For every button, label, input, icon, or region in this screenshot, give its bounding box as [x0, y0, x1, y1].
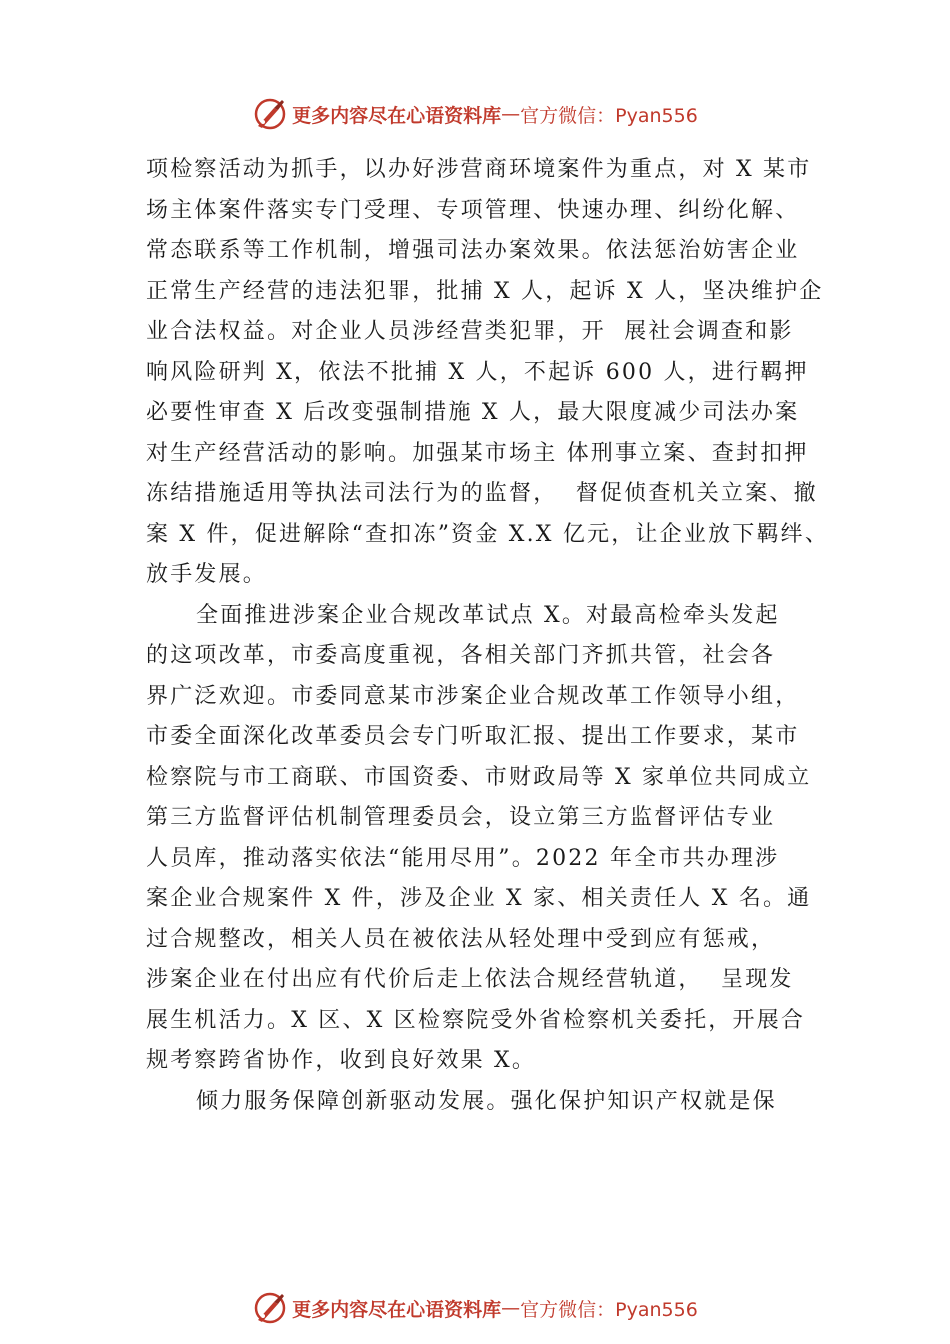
- paragraph-start-line: 全面推进涉案企业合规改革试点 X。对最高检牵头发起: [196, 602, 780, 628]
- body-line: 对生产经营活动的影响。加强某市场主 体刑事立案、查封扣押: [146, 440, 809, 466]
- body-line: 的这项改革，市委高度重视，各相关部门齐抓共管，社会各: [146, 643, 776, 668]
- brush-logo-icon: [252, 96, 288, 132]
- body-line: 响风险研判 X，依法不批捕 X 人，不起诉 600 人，进行羁押: [146, 359, 809, 385]
- body-line: 市委全面深化改革委员会专门听取汇报、提出工作要求，某市: [146, 724, 800, 749]
- body-line: 项检察活动为抓手，以办好涉营商环境案件为重点，对 X 某市: [146, 157, 812, 182]
- paragraph-start-line: 倾力服务保障创新驱动发展。强化保护知识产权就是保: [196, 1088, 777, 1114]
- header-wechat-text: 官方微信：Pyan556: [520, 104, 698, 127]
- body-line: 案企业合规案件 X 件，涉及企业 X 家、相关责任人 X 名。通: [146, 886, 812, 911]
- body-line: 场主体案件落实专门受理、专项管理、快速办理、纠纷化解、: [146, 197, 800, 223]
- body-line: 人员库，推动落实依法“能用尽用”。2022 年全市共办理涉: [146, 845, 780, 871]
- header-separator: —: [501, 103, 521, 125]
- body-line: 业合法权益。对企业人员涉经营类犯罪，开 展社会调查和影: [146, 319, 794, 344]
- body-line: 检察院与市工商联、市国资委、市财政局等 X 家单位共同成立: [146, 764, 812, 790]
- body-line: 案 X 件，促进解除“查扣冻”资金 X.X 亿元，让企业放下羁绊、: [146, 521, 830, 547]
- body-line: 冻结措施适用等执法司法行为的监督， 督促侦查机关立案、撤: [146, 481, 818, 506]
- body-line: 展生机活力。X 区、X 区检察院受外省检察机关委托，开展合: [146, 1007, 806, 1033]
- body-line: 正常生产经营的违法犯罪，批捕 X 人，起诉 X 人，坚决维护企: [146, 278, 824, 304]
- body-line: 放手发展。: [146, 562, 268, 587]
- header-brand-text: 更多内容尽在心语资料库: [292, 104, 502, 127]
- body-line: 界广泛欢迎。市委同意某市涉案企业合规改革工作领导小组，: [146, 683, 800, 709]
- body-line: 第三方监督评估机制管理委员会，设立第三方监督评估专业: [146, 805, 776, 830]
- footer-brand-text: 更多内容尽在心语资料库: [292, 1298, 502, 1321]
- footer-wechat-text: 官方微信：Pyan556: [520, 1298, 698, 1321]
- document-body: [146, 150, 846, 1122]
- footer-banner: [0, 1288, 950, 1328]
- body-line: 涉案企业在付出应有代价后走上依法合规经营轨道， 呈现发: [146, 967, 794, 992]
- header-banner: [0, 94, 950, 134]
- brush-logo-icon: [252, 1290, 288, 1326]
- body-line: 规考察跨省协作，收到良好效果 X。: [146, 1048, 537, 1073]
- body-line: 必要性审查 X 后改变强制措施 X 人，最大限度减少司法办案: [146, 400, 800, 425]
- body-line: 常态联系等工作机制，增强司法办案效果。依法惩治妨害企业: [146, 238, 800, 263]
- body-line: 过合规整改，相关人员在被依法从轻处理中受到应有惩戒，: [146, 926, 776, 952]
- footer-separator: —: [501, 1297, 521, 1319]
